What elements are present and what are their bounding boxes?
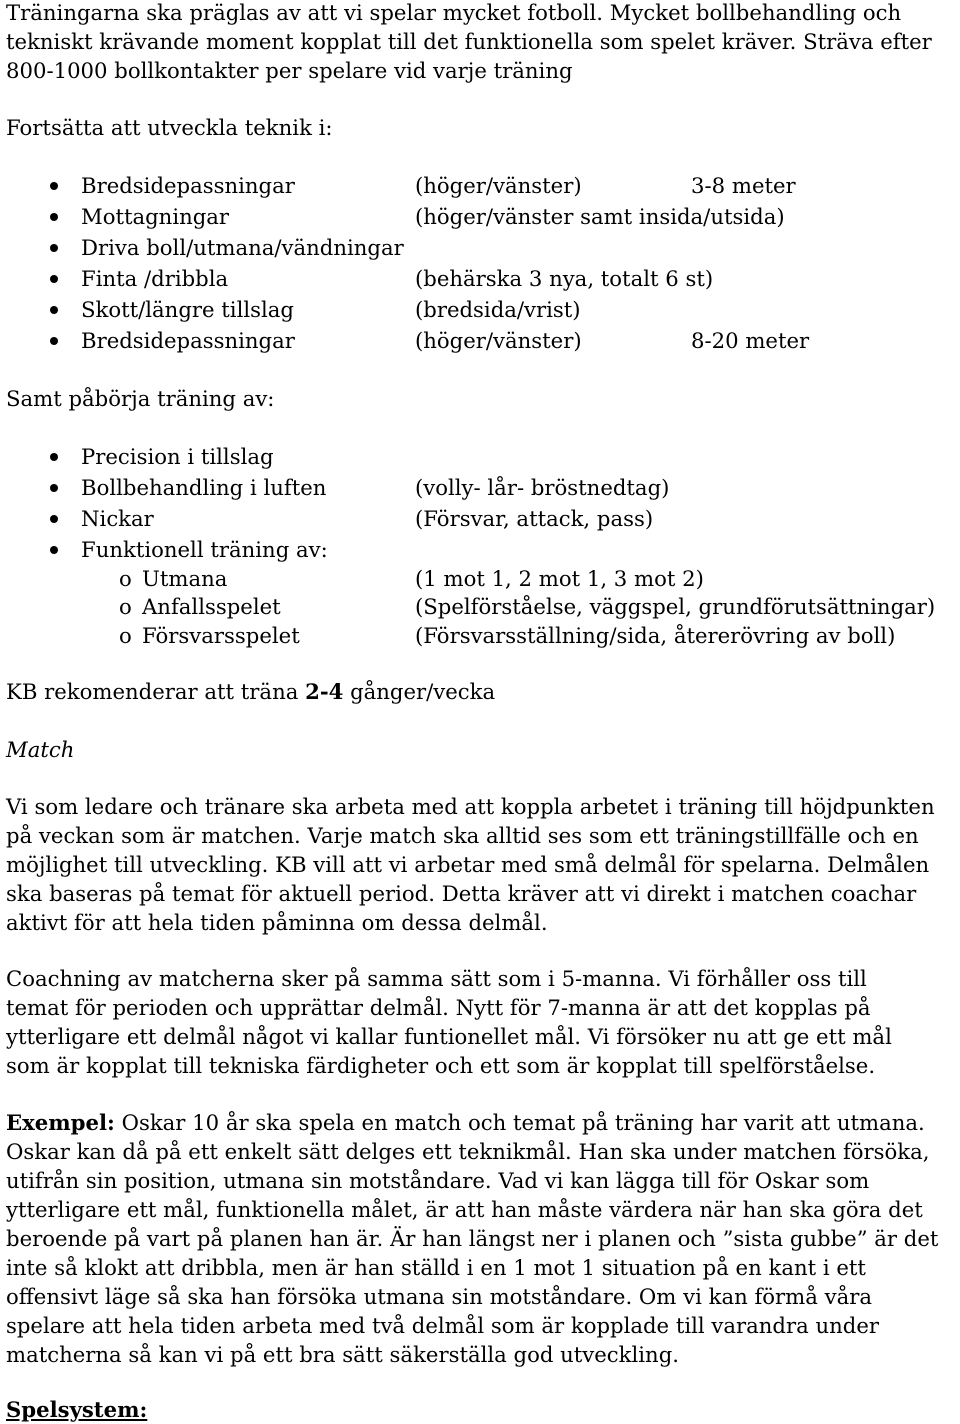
paragraph-line: beroende på vart på planen han är. Är han längst ner i planen och ”sista gubbe” är det [6,1226,939,1251]
start-training-item-label: Bollbehandling i luften [81,475,327,500]
sub-bullet-icon: o [119,594,132,619]
bullet-icon [50,306,58,314]
paragraph-line: Vi som ledare och tränare ska arbeta med att koppla arbetet i träning till höjdpunkten [6,794,935,819]
bullet-icon [50,515,58,523]
example-paragraph [6,1108,960,1369]
recommendation-line [6,677,495,706]
technique-item-label: Skott/längre tillslag [81,297,294,322]
paragraph-line: utifrån sin position, utmana sin motståndare. Vad vi kan lägga till för Oskar som [6,1168,870,1193]
paragraph-line: möjlighet till utveckling. KB vill att vi arbetar med små delmål för spelarna. Delmålen [6,852,930,877]
paragraph-line: offensivt läge så ska han försöka utmana sin motståndare. Om vi kan förmå våra [6,1284,872,1309]
recommendation-text: gånger/vecka [343,679,496,704]
technique-item-detail: (bredsida/vrist) [415,297,581,322]
technique-item-detail: (höger/vänster) [415,173,582,198]
bullet-icon [50,546,58,554]
technique-item-label: Finta /dribbla [81,266,229,291]
technique-item-distance: 8-20 meter [691,328,810,353]
paragraph-line: ska baseras på temat för aktuell period. Detta kräver att vi direkt i matchen coachar [6,881,917,906]
bullet-icon [50,275,58,283]
sub-item-detail: (Försvarsställning/sida, återerövring av boll) [415,623,896,648]
start-training-item-label: Nickar [81,506,154,531]
start-training-item-detail: (Försvar, attack, pass) [415,506,654,531]
bullet-icon [50,337,58,345]
start-training-item-label: Funktionell träning av: [81,537,328,562]
sub-item-label: Utmana [142,566,228,591]
technique-item-label: Bredsidepassningar [81,328,295,353]
paragraph-line: temat för perioden och upprättar delmål. Nytt för 7-manna är att det kopplas på [6,995,871,1020]
intro-paragraph [6,0,960,85]
paragraph-line: Oskar kan då på ett enkelt sätt delges ett teknikmål. Han ska under matchen försöka, [6,1139,930,1164]
paragraph-line: matcherna så kan vi på ett bra sätt säkerställa god utveckling. [6,1342,679,1367]
paragraph-line: inte så klokt att dribbla, men är han ställd i en 1 mot 1 situation på en kant i ett [6,1255,866,1280]
intro-line: tekniskt krävande moment kopplat till det funktionella som spelet kräver. Sträva efter [6,29,932,54]
paragraph-line: Coachning av matcherna sker på samma sätt som i 5-manna. Vi förhåller oss till [6,966,867,991]
recommendation-frequency: 2-4 [305,679,344,704]
bullet-icon [50,453,58,461]
start-training-item-detail: (volly- lår- bröstnedtag) [415,475,670,500]
technique-item-distance: 3-8 meter [691,173,796,198]
intro-line: Träningarna ska präglas av att vi spelar mycket fotboll. Mycket bollbehandling och [6,0,902,25]
bullet-icon [50,244,58,252]
technique-item-label: Driva boll/utmana/vändningar [81,235,404,260]
sub-item-detail: (Spelförståelse, väggspel, grundförutsättningar) [415,594,936,619]
technique-item-detail: (behärska 3 nya, totalt 6 st) [415,266,714,291]
example-text: Oskar 10 år ska spela en match och temat på träning har varit att utmana. [114,1110,925,1135]
paragraph-line: aktivt för att hela tiden påminna om dessa delmål. [6,910,548,935]
game-system-heading: Spelsystem: [6,1397,148,1422]
coaching-paragraph [6,964,960,1080]
technique-heading: Fortsätta att utveckla teknik i: [6,115,333,140]
paragraph-line: ytterligare ett mål, funktionella målet, är att han måste värdera när han ska göra det [6,1197,923,1222]
technique-list [6,171,960,361]
sub-item-detail: (1 mot 1, 2 mot 1, 3 mot 2) [415,566,704,591]
match-heading: Match [6,737,75,762]
bullet-icon [50,213,58,221]
match-paragraph [6,792,960,937]
paragraph-line: ytterligare ett delmål något vi kallar funtionellet mål. Vi försöker nu att ge ett mål [6,1024,892,1049]
example-label: Exempel: [6,1110,115,1135]
intro-line: 800-1000 bollkontakter per spelare vid varje träning [6,58,573,83]
technique-item-label: Mottagningar [81,204,230,229]
paragraph-line [6,1108,960,1137]
paragraph-line: på veckan som är matchen. Varje match ska alltid ses som ett träningstillfälle och en [6,823,919,848]
paragraph-line: spelare att hela tiden arbeta med två delmål som är kopplade till varandra under [6,1313,879,1338]
start-training-list [6,442,960,652]
start-training-item-label: Precision i tillslag [81,444,274,469]
sub-bullet-icon: o [119,623,132,648]
recommendation-text: KB rekomenderar att träna [6,679,306,704]
technique-item-label: Bredsidepassningar [81,173,295,198]
sub-item-label: Försvarsspelet [142,623,300,648]
paragraph-line: som är kopplat till tekniska färdigheter och ett som är kopplat till spelförståelse. [6,1053,876,1078]
bullet-icon [50,182,58,190]
bullet-icon [50,484,58,492]
technique-item-detail: (höger/vänster) [415,328,582,353]
sub-bullet-icon: o [119,566,132,591]
technique-item-detail: (höger/vänster samt insida/utsida) [415,204,785,229]
start-training-heading: Samt påbörja träning av: [6,386,275,411]
sub-item-label: Anfallsspelet [142,594,281,619]
